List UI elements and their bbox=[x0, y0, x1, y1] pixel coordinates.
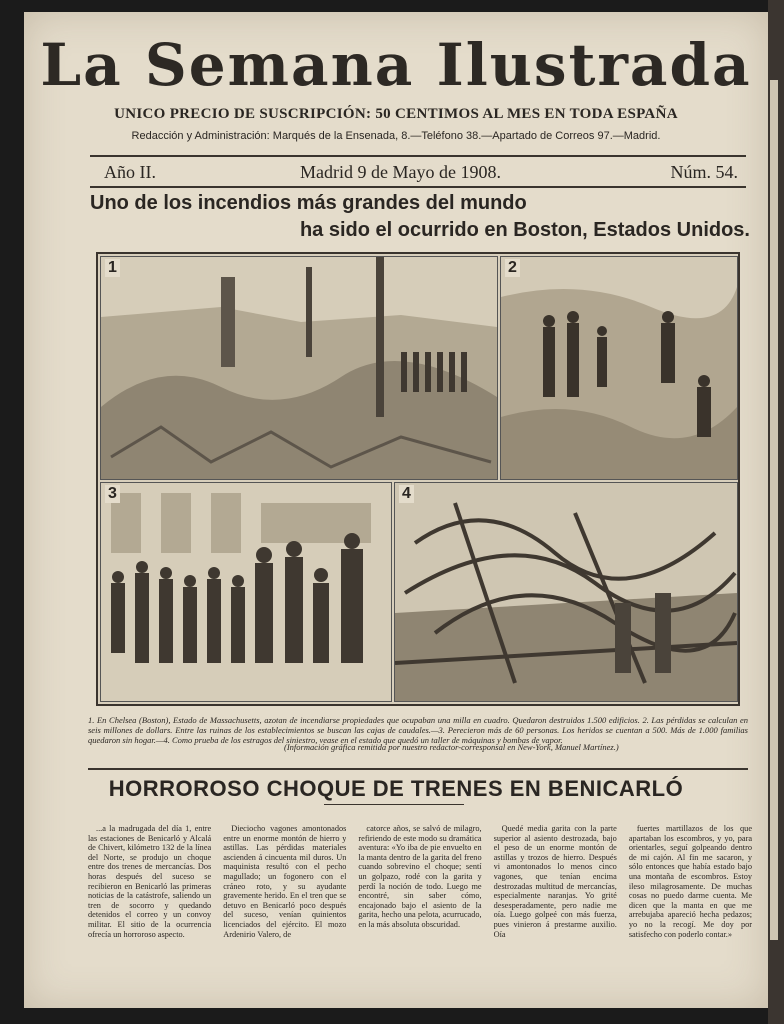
panel-number-4: 4 bbox=[399, 485, 414, 503]
rescuers-illustration bbox=[501, 257, 737, 479]
article-column-5 bbox=[629, 824, 752, 969]
lead-headline-line2: ha sido el ocurrido en Boston, Estados Unidos. bbox=[299, 219, 750, 241]
headline-underline bbox=[324, 804, 464, 805]
illustration-panel-4 bbox=[394, 482, 738, 702]
issue-year: Año II. bbox=[104, 162, 156, 182]
lead-headline-line1: Uno de los incendios más grandes del mundo bbox=[90, 192, 527, 214]
article-column-5-text: fuertes martillazos de los que apartaban los escombros, y yo, para orientarles, seguí golpeando dentro de mi cajón. Al fin me sacaron, y sólo entonces que había estado bajo una montaña de escombros. Estoy ileso milagrosamente. De muchas cosas no puedo darme cuenta. Me dicen que la manta en que me arrebujaba apareció hecha pedazos; yo no la recogí. Me doy por satisfecho con poderlo contar.» bbox=[628, 824, 753, 939]
panel-number-2: 2 bbox=[505, 259, 520, 277]
machinery-wreck-illustration bbox=[395, 483, 737, 701]
ruins-illustration bbox=[101, 257, 497, 479]
masthead-title: La Semana Ilustrada bbox=[40, 31, 752, 99]
illustration-caption: 1. En Chelsea (Boston), Estado de Massachusetts, azotan de incendiarse propiedades que ocupaban una milla en cuadro. Quedaron destruidos 1.500 edificios. 2. Las pérdidas se calculan en seis millones de dollars. Entre las ruinas de los establecimientos se buscan las cajas de caudales.—3. Perecieron más de 60 personas. Los heridos se cuentan a 500. Más de 1.000 familias quedaron sin hogar.—4. Como prueba de los estragos del siniestro, vease en el estado que quedó un taller de máquinas y bombas de vapor. bbox=[88, 715, 748, 745]
article-column-1 bbox=[88, 824, 211, 969]
panel-number-1: 1 bbox=[105, 259, 120, 277]
article-column-2-text: Dieciocho vagones amontonados entre un enorme montón de hierro y astillas. Las pérdidas materiales ascienden á cincuenta mil duros. Un maquinista resultó con el pecho magullado; un fogonero con el cráneo roto, y su ayudante gravemente herido. En el tren que se detuvo en Benicarló poco después del suceso, venían quinientos licenciados del ejército. El mozo Ardenirio Valero, de bbox=[223, 824, 347, 939]
section-rule bbox=[88, 768, 748, 770]
newspaper-page bbox=[24, 12, 768, 1008]
article-column-3-text: catorce años, se salvó de milagro, refiriendo de este modo su dramática aventura: «Yo iba de pie envuelto en la manta dentro de la garita del freno cuando sobrevino el choque; sentí un golpazo, rodé con la garita y perdí la noción de todo. Luego me encontré, sin saber cómo, encajonado bajo el asiento de la garita, hecho una pelota, acurrucado, en la más absoluta obscuridad. bbox=[358, 824, 482, 929]
rule-bottom bbox=[90, 186, 746, 188]
lead-headline bbox=[90, 190, 750, 244]
next-page-strip bbox=[770, 80, 778, 940]
subscription-line: UNICO PRECIO DE SUSCRIPCIÓN: 50 CENTIMOS AL MES EN TODA ESPAÑA bbox=[114, 106, 678, 122]
illustration-group bbox=[96, 252, 740, 706]
article-column-4 bbox=[494, 824, 617, 969]
article-column-4-text: Quedé media garita con la parte superior al asiento destrozada, bajo el peso de un enorme montón de astillas y trozos de hierro. Después vi amontonados lo menos cinco vagones, que tenían encima destrozadas multitud de mercancías, especialmente naranjas. Yo grité desesperadamente, pero nadie me oía. Luego golpeé con más fuerza, pues vinieron á prestarme auxilio. Oía bbox=[493, 824, 617, 939]
article-column-2 bbox=[223, 824, 346, 969]
article-column-3 bbox=[358, 824, 481, 969]
issue-info-bar bbox=[90, 160, 746, 188]
illustration-panel-1 bbox=[100, 256, 498, 480]
homeless-families-illustration bbox=[101, 483, 391, 701]
illustration-credit: (Información gráfica remitida por nuestro redactor-corresponsal en New-York, Manuel Martínez.) bbox=[284, 742, 619, 752]
issue-date: Madrid 9 de Mayo de 1908. bbox=[300, 162, 501, 182]
article-columns bbox=[88, 824, 752, 974]
second-headline: HORROROSO CHOQUE DE TRENES EN BENICARLÓ bbox=[108, 776, 684, 801]
rule-top bbox=[90, 155, 746, 157]
panel-number-3: 3 bbox=[105, 485, 120, 503]
illustration-panel-2 bbox=[500, 256, 738, 480]
illustration-panel-3 bbox=[100, 482, 392, 702]
article-column-1-text: ...a la madrugada del día 1, entre las estaciones de Benicarló y Alcalá de Chivert, kilómetro 132 de la línea del Norte, se produjo un choque entre dos trenes de mercancías. Dos horas después del suceso se recibieron en Benicarló las primeras noticias de la catástrofe, saliendo un tren de socorro y quedando detenidos el correo y un convoy militar. El sitio de la ocurrencia ofrecía un horroroso aspecto. bbox=[88, 824, 212, 939]
address-line: Redacción y Administración: Marqués de la Ensenada, 8.—Teléfono 38.—Apartado de Correos 97.—Madrid. bbox=[131, 130, 661, 142]
issue-number: Núm. 54. bbox=[670, 162, 738, 182]
